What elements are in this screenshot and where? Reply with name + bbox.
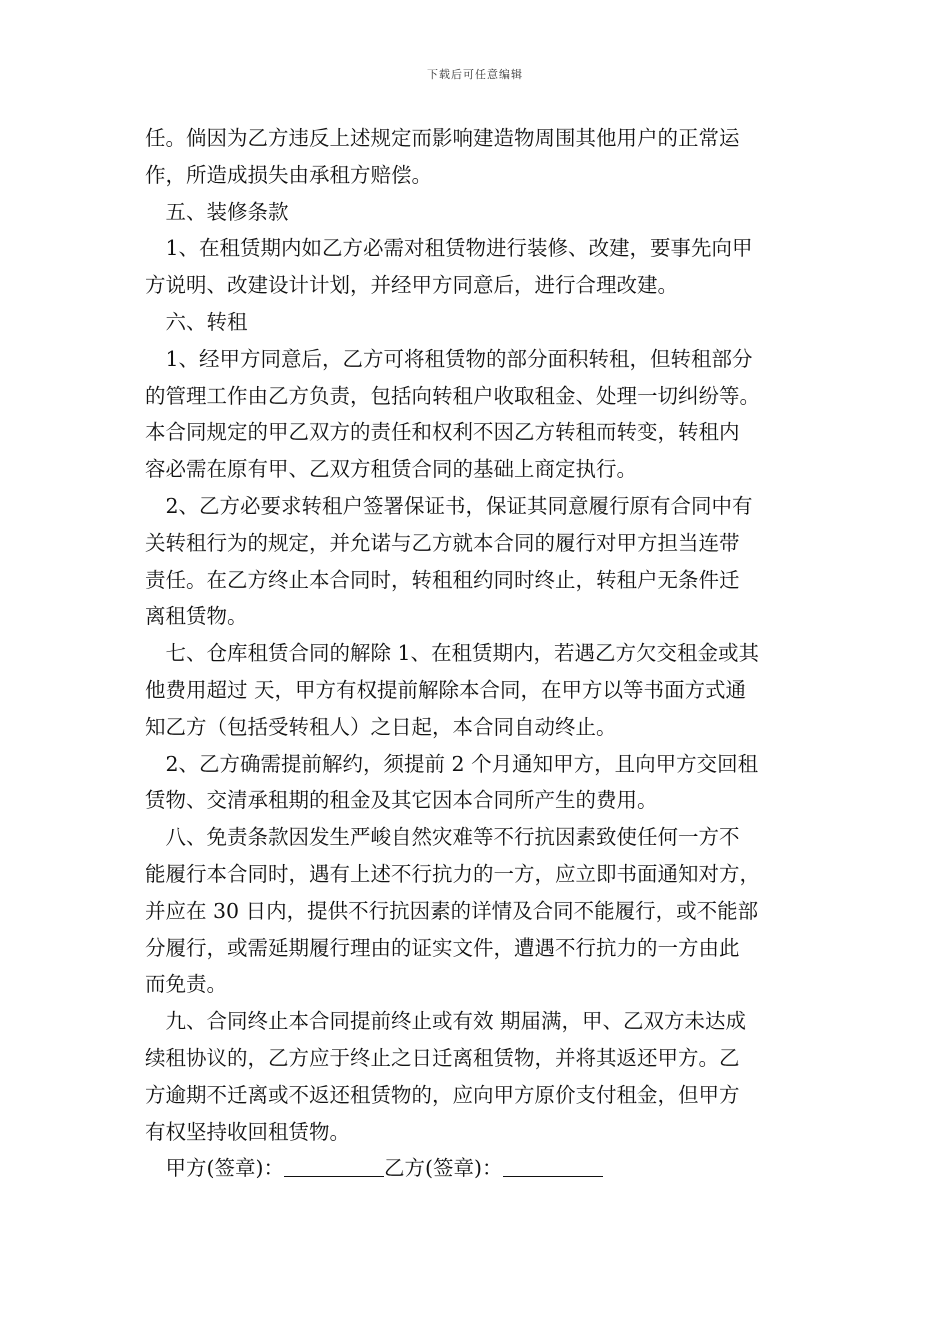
text-line: 容必需在原有甲、乙双方租赁合同的基础上商定执行。 (145, 457, 637, 482)
party-b-signature-label: 乙方(签章)： (384, 1156, 503, 1181)
text-line: 续租协议的，乙方应于终止之日迁离租赁物，并将其返还甲方。乙 (145, 1045, 740, 1070)
text-line: 本合同规定的甲乙双方的责任和权利不因乙方转租而转变，转租内 (145, 420, 740, 445)
text-line: 八、免责条款因发生严峻自然灾难等不行抗因素致使任何一方不 (145, 825, 740, 850)
text-line: 任。倘因为乙方违反上述规定而影响建造物周围其他用户的正常运 (145, 126, 740, 150)
text-line: 离租赁物。 (145, 604, 248, 629)
text-line: 责任。在乙方终止本合同时，转租租约同时终止，转租户无条件迁 (145, 567, 740, 592)
section-heading: 五、装修条款 (145, 199, 289, 224)
text-line: 关转租行为的规定，并允诺与乙方就本合同的履行对甲方担当连带 (145, 530, 740, 555)
text-line: 方说明、改建设计计划，并经甲方同意后，进行合理改建。 (145, 273, 678, 298)
text-line: 1、在租赁期内如乙方必需对租赁物进行装修、改建，要事先向甲 (145, 236, 753, 261)
text-line: 而免责。 (145, 972, 227, 997)
text-line: 七、仓库租赁合同的解除 1、在租赁期内，若遇乙方欠交租金或其 (145, 641, 760, 666)
text-line: 赁物、交清承租期的租金及其它因本合同所产生的费用。 (145, 788, 658, 813)
text-line: 分履行，或需延期履行理由的证实文件，遭遇不行抗力的一方由此 (145, 935, 740, 960)
text-line: 能履行本合同时，遇有上述不行抗力的一方，应立即书面通知对方， (145, 861, 760, 886)
text-line: 九、合同终止本合同提前终止或有效 期届满，甲、乙双方未达成 (145, 1009, 747, 1034)
text-line: 他费用超过 天，甲方有权提前解除本合同，在甲方以等书面方式通 (145, 677, 747, 702)
text-line: 有权坚持收回租赁物。 (145, 1119, 350, 1144)
section-heading: 六、转租 (145, 309, 248, 334)
text-line: 方逾期不迁离或不返还租赁物的，应向甲方原价支付租金，但甲方 (145, 1082, 740, 1107)
party-a-signature-blank (284, 1154, 384, 1177)
text-line: 知乙方（包括受转租人）之日起，本合同自动终止。 (145, 714, 617, 739)
party-b-signature-blank (503, 1154, 603, 1177)
signature-line (145, 1150, 820, 1187)
page-header: 下载后可任意编辑 (427, 68, 523, 81)
text-line: 2、乙方必要求转租户签署保证书，保证其同意履行原有合同中有 (145, 493, 753, 518)
text-line: 作，所造成损失由承租方赔偿。 (145, 162, 432, 187)
party-a-signature-label: 甲方(签章)： (145, 1156, 284, 1181)
text-line: 的管理工作由乙方负责，包括向转租户收取租金、处理一切纠纷等。 (145, 383, 760, 408)
document-body (145, 120, 820, 1187)
text-line: 2、乙方确需提前解约，须提前 2 个月通知甲方，且向甲方交回租 (145, 751, 759, 776)
text-line: 1、经甲方同意后，乙方可将租赁物的部分面积转租，但转租部分 (145, 346, 753, 371)
text-line: 并应在 30 日内，提供不行抗因素的详情及合同不能履行，或不能部 (145, 898, 759, 923)
